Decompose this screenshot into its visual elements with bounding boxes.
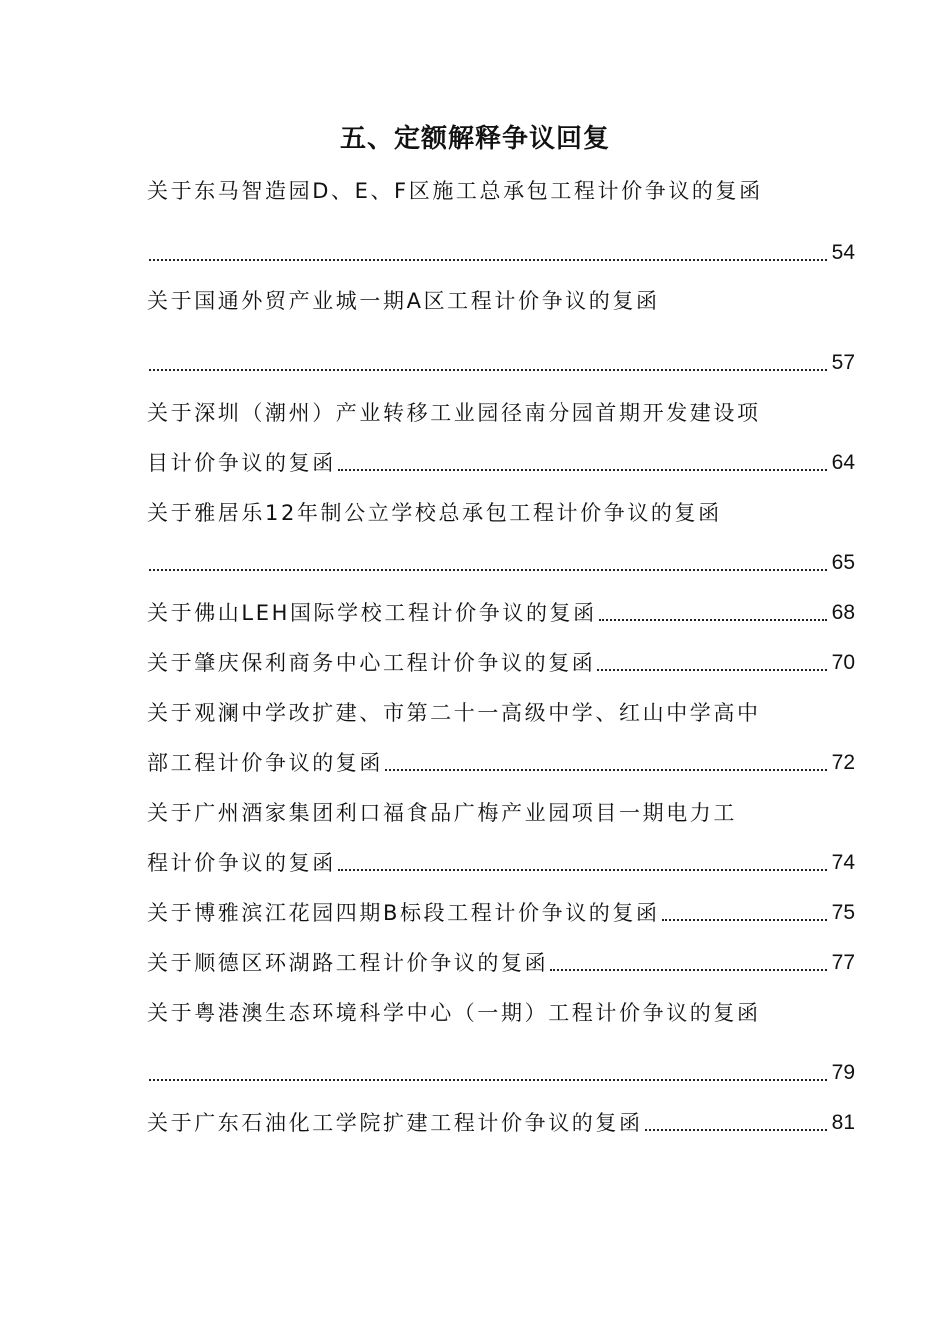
toc-entry-line[interactable] [147,346,855,380]
toc-page-number: 65 [831,551,855,574]
toc-entry-text: 关于广州酒家集团利口福食品广梅产业园项目一期电力工 [147,801,737,825]
dot-leader [338,469,827,471]
toc-page-number: 57 [831,351,855,374]
toc-entry-text: 关于佛山LEH国际学校工程计价争议的复函 [147,601,597,625]
toc-entry-text: 关于东马智造园D、E、F区施工总承包工程计价争议的复函 [147,179,763,203]
toc-entry-line[interactable] [147,796,855,830]
toc-page-number: 74 [831,851,855,874]
toc-page-number: 81 [831,1111,855,1134]
toc-entry-line[interactable] [147,396,855,430]
toc-entry-line[interactable] [147,446,855,480]
dot-leader [645,1129,827,1131]
toc-entry-line[interactable] [147,946,855,980]
toc-entry-line[interactable] [147,1056,855,1090]
toc-entry-text: 关于博雅滨江花园四期B标段工程计价争议的复函 [147,901,660,925]
toc-page-number: 68 [831,601,855,624]
toc-entry-text: 目计价争议的复函 [147,451,336,475]
toc-entry-text: 关于雅居乐12年制公立学校总承包工程计价争议的复函 [147,501,722,525]
toc-entry-line[interactable] [147,646,855,680]
toc-page-number: 77 [831,951,855,974]
toc-page-number: 54 [831,241,855,264]
dot-leader [597,669,827,671]
toc-entry-line[interactable] [147,496,855,530]
toc-page-number: 79 [831,1061,855,1084]
toc-entry-line[interactable] [147,846,855,880]
toc-page-number: 72 [831,751,855,774]
dot-leader [338,869,827,871]
dot-leader [149,1079,827,1081]
toc-entry-text: 关于深圳（潮州）产业转移工业园径南分园首期开发建设项 [147,401,761,425]
toc-entry-line[interactable] [147,284,855,318]
dot-leader [149,569,827,571]
dot-leader [149,259,827,261]
toc-entry-line[interactable] [147,896,855,930]
toc-entry-text: 部工程计价争议的复函 [147,751,383,775]
dot-leader [599,619,827,621]
dot-leader [385,769,827,771]
dot-leader [550,969,827,971]
page-title: 五、定额解释争议回复 [339,124,610,154]
toc-entry-line[interactable] [147,596,855,630]
toc-entry-text: 关于肇庆保利商务中心工程计价争议的复函 [147,651,596,675]
dot-leader [149,369,827,371]
toc-entry-text: 关于国通外贸产业城一期A区工程计价争议的复函 [147,289,660,313]
toc-entry-text: 关于观澜中学改扩建、市第二十一高级中学、红山中学高中 [147,701,761,725]
toc-page-number: 70 [831,651,855,674]
toc-entry-line[interactable] [147,996,855,1030]
toc-entry-line[interactable] [147,746,855,780]
toc-entry-text: 关于广东石油化工学院扩建工程计价争议的复函 [147,1111,643,1135]
dot-leader [662,919,827,921]
toc-entry-text: 关于粤港澳生态环境科学中心（一期）工程计价争议的复函 [147,1001,761,1025]
toc-entry-line[interactable] [147,696,855,730]
toc-entry-line[interactable] [147,174,855,208]
toc-entry-text: 程计价争议的复函 [147,851,336,875]
toc-entry-line[interactable] [147,236,855,270]
toc-entry-text: 关于顺德区环湖路工程计价争议的复函 [147,951,549,975]
toc-entry-line[interactable] [147,1106,855,1140]
toc-page-number: 64 [831,451,855,474]
toc-page-number: 75 [831,901,855,924]
toc-entry-line[interactable] [147,546,855,580]
